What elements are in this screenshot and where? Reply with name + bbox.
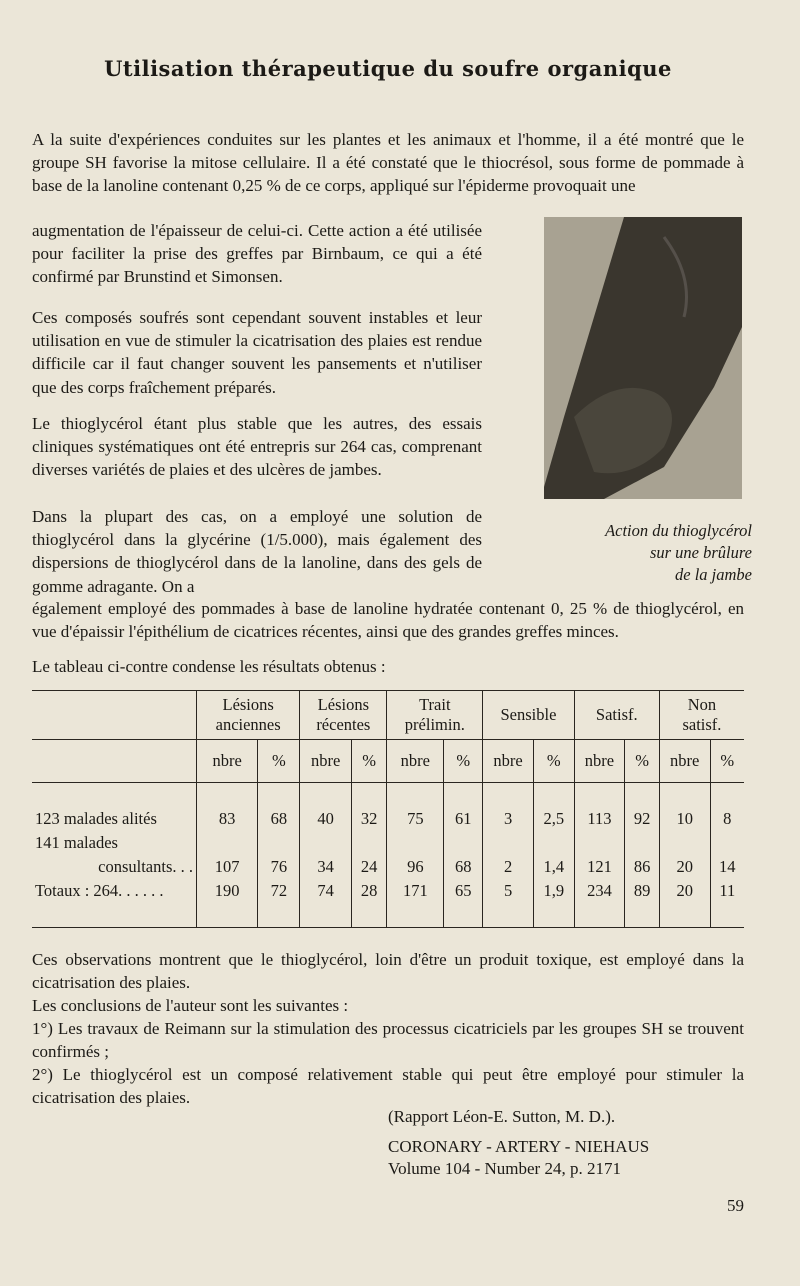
table-total-row: Totaux : 264. . . . . . 190 72 74 28 171 65 5 1,9 234 89 20 11 [32, 879, 744, 903]
subheader-percent: % [533, 740, 574, 783]
table-subheader-row [32, 740, 744, 783]
conclusion-1: Ces observations montrent que le thioglycérol, loin d'être un produit toxique, est employé dans la cicatrisation des plaies. [32, 950, 744, 993]
subheader-percent: % [351, 740, 386, 783]
paragraph-6: également employé des pommades à base de lanoline hydratée contenant 0, 25 % de thioglycérol, en vue d'épaissir l'épithélium de cicatrices récentes, ainsi que des grandes greffes minces. [32, 599, 744, 642]
subheader-percent: % [710, 740, 744, 783]
conclusion-3: 1°) Les travaux de Reimann sur la stimulation des processus cicatriciels par les groupes SH se trouvent confirmés ; [32, 1019, 744, 1062]
paragraph-1: A la suite d'expériences conduites sur les plantes et les animaux et l'homme, il a été montré que le groupe SH favorise la mitose cellulaire. Il a été constaté que le thiocrésol, sous forme de pommade à base de la lanoline contenant 0,25 % de ce corps, appliqué sur l'épiderme provoquait une [32, 130, 744, 196]
paragraph-5: Dans la plupart des cas, on a employé une solution de thioglycérol dans la glycérine (1/5.000), mais également des dispersions de thioglycérol dans de la lanoline, dans des gels de gomme adragante. On a [32, 507, 482, 596]
subheader-nbre: nbre [574, 740, 625, 783]
subheader-percent: % [444, 740, 483, 783]
header-lesions-anciennes: Lésions anciennes [197, 691, 300, 740]
caption-line-3: de la jambe [675, 565, 752, 584]
report-credit: (Rapport Léon-E. Sutton, M. D.). [388, 1107, 616, 1126]
subheader-nbre: nbre [659, 740, 710, 783]
table-row: consultants. . . 107 76 34 24 96 68 2 1,4 121 86 20 14 [32, 855, 744, 879]
paragraph-7: Le tableau ci-contre condense les résultats obtenus : [32, 657, 386, 676]
subheader-nbre: nbre [300, 740, 352, 783]
subheader-nbre: nbre [387, 740, 444, 783]
subheader-percent: % [625, 740, 660, 783]
caption-line-1: Action du thioglycérol [605, 521, 752, 540]
journal-volume: Volume 104 - Number 24, p. 2171 [388, 1159, 621, 1178]
header-trait-prelimin: Trait prélimin. [387, 691, 483, 740]
paragraph-4: Le thioglycérol étant plus stable que les autres, des essais cliniques systématiques ont été entrepris sur 264 cas, comprenant diverses variétés de plaies et des ulcères de jambes. [32, 414, 482, 480]
journal-name: CORONARY - ARTERY - NIEHAUS [388, 1137, 650, 1156]
subheader-nbre: nbre [197, 740, 258, 783]
page-number: 59 [727, 1196, 744, 1215]
burn-photo [544, 217, 742, 499]
subheader-nbre: nbre [483, 740, 534, 783]
conclusion-4: 2°) Le thioglycérol est un composé relativement stable qui peut être employé pour stimuler la cicatrisation des plaies. [32, 1065, 744, 1108]
conclusion-2: Les conclusions de l'auteur sont les suivantes : [32, 996, 349, 1015]
table-header-row [32, 691, 744, 740]
header-satisf: Satisf. [574, 691, 659, 740]
paragraph-3: Ces composés soufrés sont cependant souvent instables et leur utilisation en vue de stimuler la cicatrisation des plaies est rendue difficile car il faut changer souvent les pansements et n'utiliser que des corps fraîchement préparés. [32, 308, 482, 397]
article-title: Utilisation thérapeutique du soufre organique [104, 56, 672, 81]
photo-caption [552, 520, 752, 586]
paragraph-2: augmentation de l'épaisseur de celui-ci. Cette action a été utilisée pour faciliter la prise des greffes par Birnbaum, ce qui a été confirmé par Brunstind et Simonsen. [32, 221, 482, 287]
results-table [32, 690, 744, 928]
header-non-satisf: Non satisf. [659, 691, 744, 740]
header-sensible: Sensible [483, 691, 574, 740]
table-row: 123 malades alités 83 68 40 32 75 61 3 2,5 113 92 10 8 [32, 807, 744, 831]
caption-line-2: sur une brûlure [649, 543, 752, 562]
subheader-percent: % [258, 740, 300, 783]
header-lesions-recentes: Lésions récentes [300, 691, 387, 740]
table-row: 141 malades [32, 831, 744, 855]
